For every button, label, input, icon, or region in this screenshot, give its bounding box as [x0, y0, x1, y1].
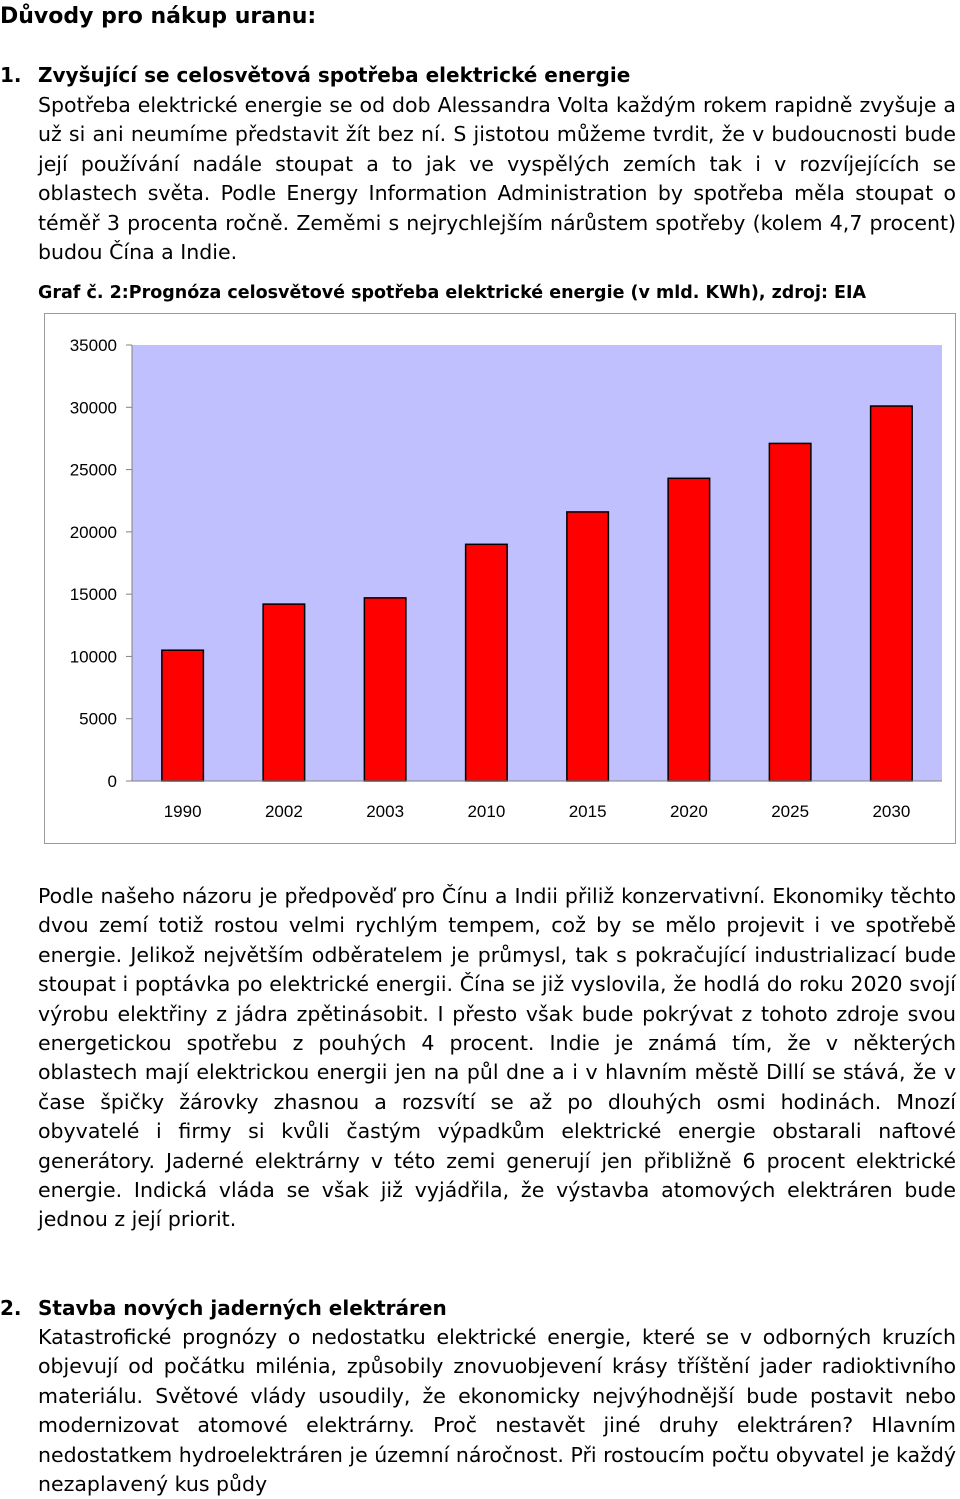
bar-chart — [44, 313, 956, 844]
section2-paragraph: Katastrofické prognózy o nedostatku elektrické energie, které se v odborných kruzích objevují od počátku milénia, způsobily znovuobjevení krásy tříštění jader radioktivního materiálu. Světové vlády usoudily, že ekonomicky nejvýhodnější bude postavit nebo modernizovat atomové elektrárny. Proč nestavět jiné druhy elektráren? Hlavním nedostatkem hydroelektráren je územní náročnost. Při rostoucím počtu obyvatel je každý nezaplavený kus půdy — [38, 1325, 956, 1497]
y-tick-label: 15000 — [69, 585, 117, 605]
bar — [466, 544, 508, 781]
plot-area — [132, 345, 942, 781]
bar-chart-svg — [45, 314, 955, 843]
section1-number: 1. — [0, 63, 22, 87]
x-tick-label: 2015 — [568, 802, 607, 821]
bar — [263, 604, 305, 781]
x-tick-label: 2002 — [264, 802, 303, 821]
x-tick-label: 2003 — [366, 802, 405, 821]
bar — [871, 406, 913, 781]
page-title: Důvody pro nákup uranu: — [0, 4, 317, 29]
x-tick-label: 2020 — [669, 802, 708, 821]
y-tick-label: 35000 — [69, 336, 117, 355]
bar — [364, 598, 406, 781]
section1-heading — [0, 61, 960, 89]
x-tick-label: 1990 — [163, 802, 202, 821]
x-tick-label: 2010 — [467, 802, 506, 821]
y-tick-label: 10000 — [69, 647, 117, 667]
bar — [162, 650, 204, 781]
section2-number: 2. — [0, 1296, 22, 1320]
y-tick-label: 5000 — [79, 709, 117, 729]
bar — [567, 512, 609, 781]
y-tick-label: 20000 — [69, 522, 117, 542]
section2-heading — [0, 1294, 960, 1322]
section1-paragraph: Spotřeba elektrické energie se od dob Alessandra Volta každým rokem rapidně zvyšuje a už si ani neumíme představit žít bez ní. S jistotou můžeme tvrdit, že v budoucnosti bude její používání nadále stoupat a to jak ve vyspělých zemích tak i v rozvíjejících se oblastech světa. Podle Energy Information Administration by spotřeba měla stoupat o téměř 3 procenta ročně. Zeměmi s nejrychlejším nárůstem spotřeby (kolem 4,7 procent) budou Čína a Indie. — [38, 93, 956, 265]
bar — [668, 478, 710, 781]
section1-paragraph2: Podle našeho názoru je předpověď pro Čínu a Indii přiliž konzervativní. Ekonomiky těchto dvou zemí totiž rostou velmi rychlým tempem, což by se mělo projevit i ve spotřebě energie. Jelikož největším odběratelem je průmysl, tak s pokračující industrializací bude stoupat i poptávka po elektrické energii. Čína se již vyslovila, že hodlá do roku 2020 svojí výrobu elektřiny z jádra zpětinásobit. I přesto však bude pokrývat z tohoto zdroje svou energetickou spotřebu z pouhých 4 procent. Indie je známá tím, že v některých oblastech mají elektrickou energii jen na půl dne a i v hlavním městě Dillí se stává, že v čase špičky žárovky zhasnou a rozsvítí se až po dlouhých osmi hodinách. Mnozí obyvatelé i firmy si kvůli častým výpadkům elektrické energie obstarali naftové generátory. Jaderné elektrárny v této zemi generují jen přibližně 6 procent elektrické energie. Indická vláda se však již vyjádřila, že výstavba atomových elektráren bude jednou z její priorit. — [38, 884, 956, 1232]
section1-heading-text: Zvyšující se celosvětová spotřeba elektrické energie — [38, 63, 631, 87]
section2-heading-text: Stavba nových jaderných elektráren — [38, 1296, 447, 1320]
y-tick-label: 0 — [107, 772, 117, 791]
x-tick-label: 2030 — [872, 802, 911, 821]
y-tick-label: 30000 — [69, 398, 117, 418]
x-tick-label: 2025 — [771, 802, 810, 821]
bar — [769, 443, 811, 781]
chart-caption: Graf č. 2:Prognóza celosvětové spotřeba elektrické energie (v mld. KWh), zdroj: EIA — [38, 283, 867, 303]
y-tick-label: 25000 — [69, 460, 117, 480]
